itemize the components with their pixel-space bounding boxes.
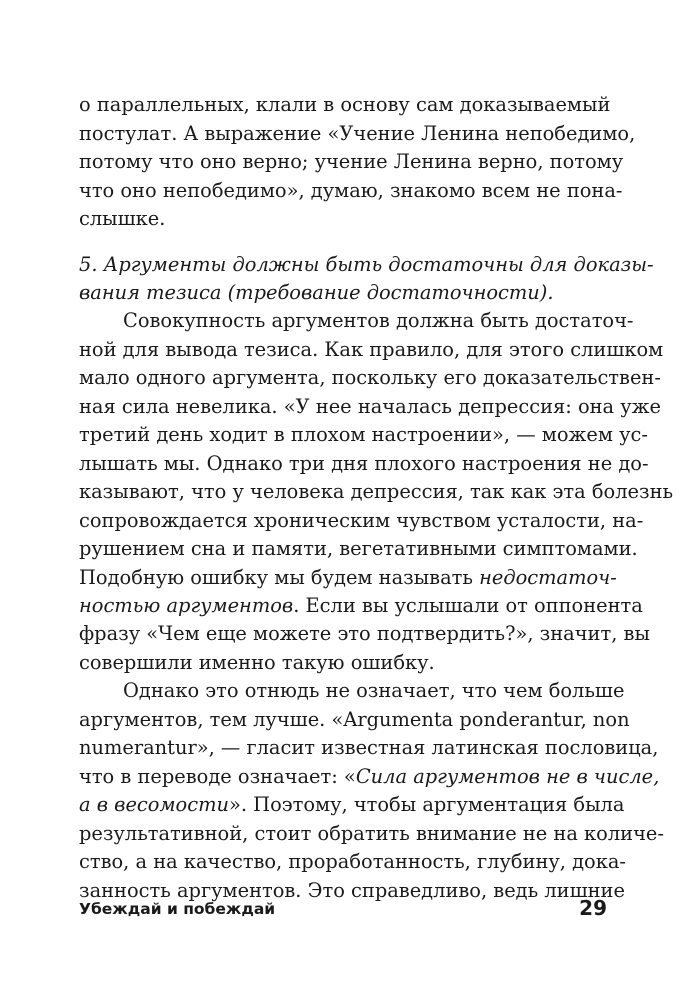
paragraph-3-line-3: numerantur», — гласит известная латинская пословица, [79,736,659,759]
paragraph-3-line-6: результативной, стоит обратить внимание не на количе- [79,822,664,845]
paragraph-3-line-4 [79,763,660,791]
text-run: ». Поэтому, чтобы аргументация была [228,793,625,816]
paragraph-1-line-4: что оно непобедимо», думаю, знакомо всем не пона- [79,179,623,202]
page-number: 29 [579,896,607,920]
running-footer-title: Убеждай и побеждай [79,900,276,918]
section-heading-line-1: 5. Аргументы должны быть достаточны для доказы- [79,253,654,276]
paragraph-1-line-2: постулат. А выражение «Учение Ленина непобедимо, [79,122,636,145]
paragraph-2-line-4: ная сила невелика. «У нее началась депрессия: она уже [79,395,661,418]
italic-quote: Сила аргументов не в числе, [355,765,660,788]
paragraph-2-line-13: совершили именно такую ошибку. [79,651,435,674]
paragraph-3-line-2: аргументов, тем лучше. «Argumenta ponderantur, non [79,708,630,731]
paragraph-2-line-1: Совокупность аргументов должна быть достаточ- [123,309,634,332]
paragraph-3-line-1: Однако это отнюдь не означает, что чем больше [123,679,625,702]
paragraph-2-line-5: третий день ходит в плохом настроении», — можем ус- [79,423,648,446]
paragraph-3-line-7: ство, а на качество, проработанность, глубину, дока- [79,850,626,873]
text-run: что в переводе означает: « [79,765,356,788]
paragraph-2-line-2: ной для вывода тезиса. Как правило, для этого слишком [79,338,664,361]
italic-term: недостаточ- [479,566,617,589]
paragraph-2-line-11 [79,592,643,620]
paragraph-2-line-9: рушением сна и памяти, вегетативными симптомами. [79,537,638,560]
italic-quote: а в весомости [79,793,229,816]
text-run: . Если вы услышали от оппонента [293,594,643,617]
paragraph-2-line-3: мало одного аргумента, поскольку его доказательствен- [79,366,661,389]
paragraph-2-line-10 [79,564,617,592]
paragraph-1-line-3: потому что оно верно; учение Ленина верно, потому [79,150,624,173]
paragraph-3-line-5 [79,791,625,819]
paragraph-1-line-5: слышке. [79,207,166,230]
paragraph-3-line-8: занность аргументов. Это справедливо, ведь лишние [79,879,625,902]
text-run: Подобную ошибку мы будем называть [79,566,480,589]
paragraph-2-line-8: сопровождается хроническим чувством усталости, на- [79,509,644,532]
paragraph-2-line-12: фразу «Чем еще можете это подтвердить?», значит, вы [79,622,650,645]
italic-term: ностью аргументов [79,594,294,617]
paragraph-1-line-1: о параллельных, клали в основу сам доказываемый [79,93,611,116]
section-heading-line-2: вания тезиса (требование достаточности). [79,281,554,304]
paragraph-2-line-7: казывают, что у человека депрессия, так как эта болезнь [79,480,674,503]
paragraph-2-line-6: лышать мы. Однако три дня плохого настроения не до- [79,452,649,475]
